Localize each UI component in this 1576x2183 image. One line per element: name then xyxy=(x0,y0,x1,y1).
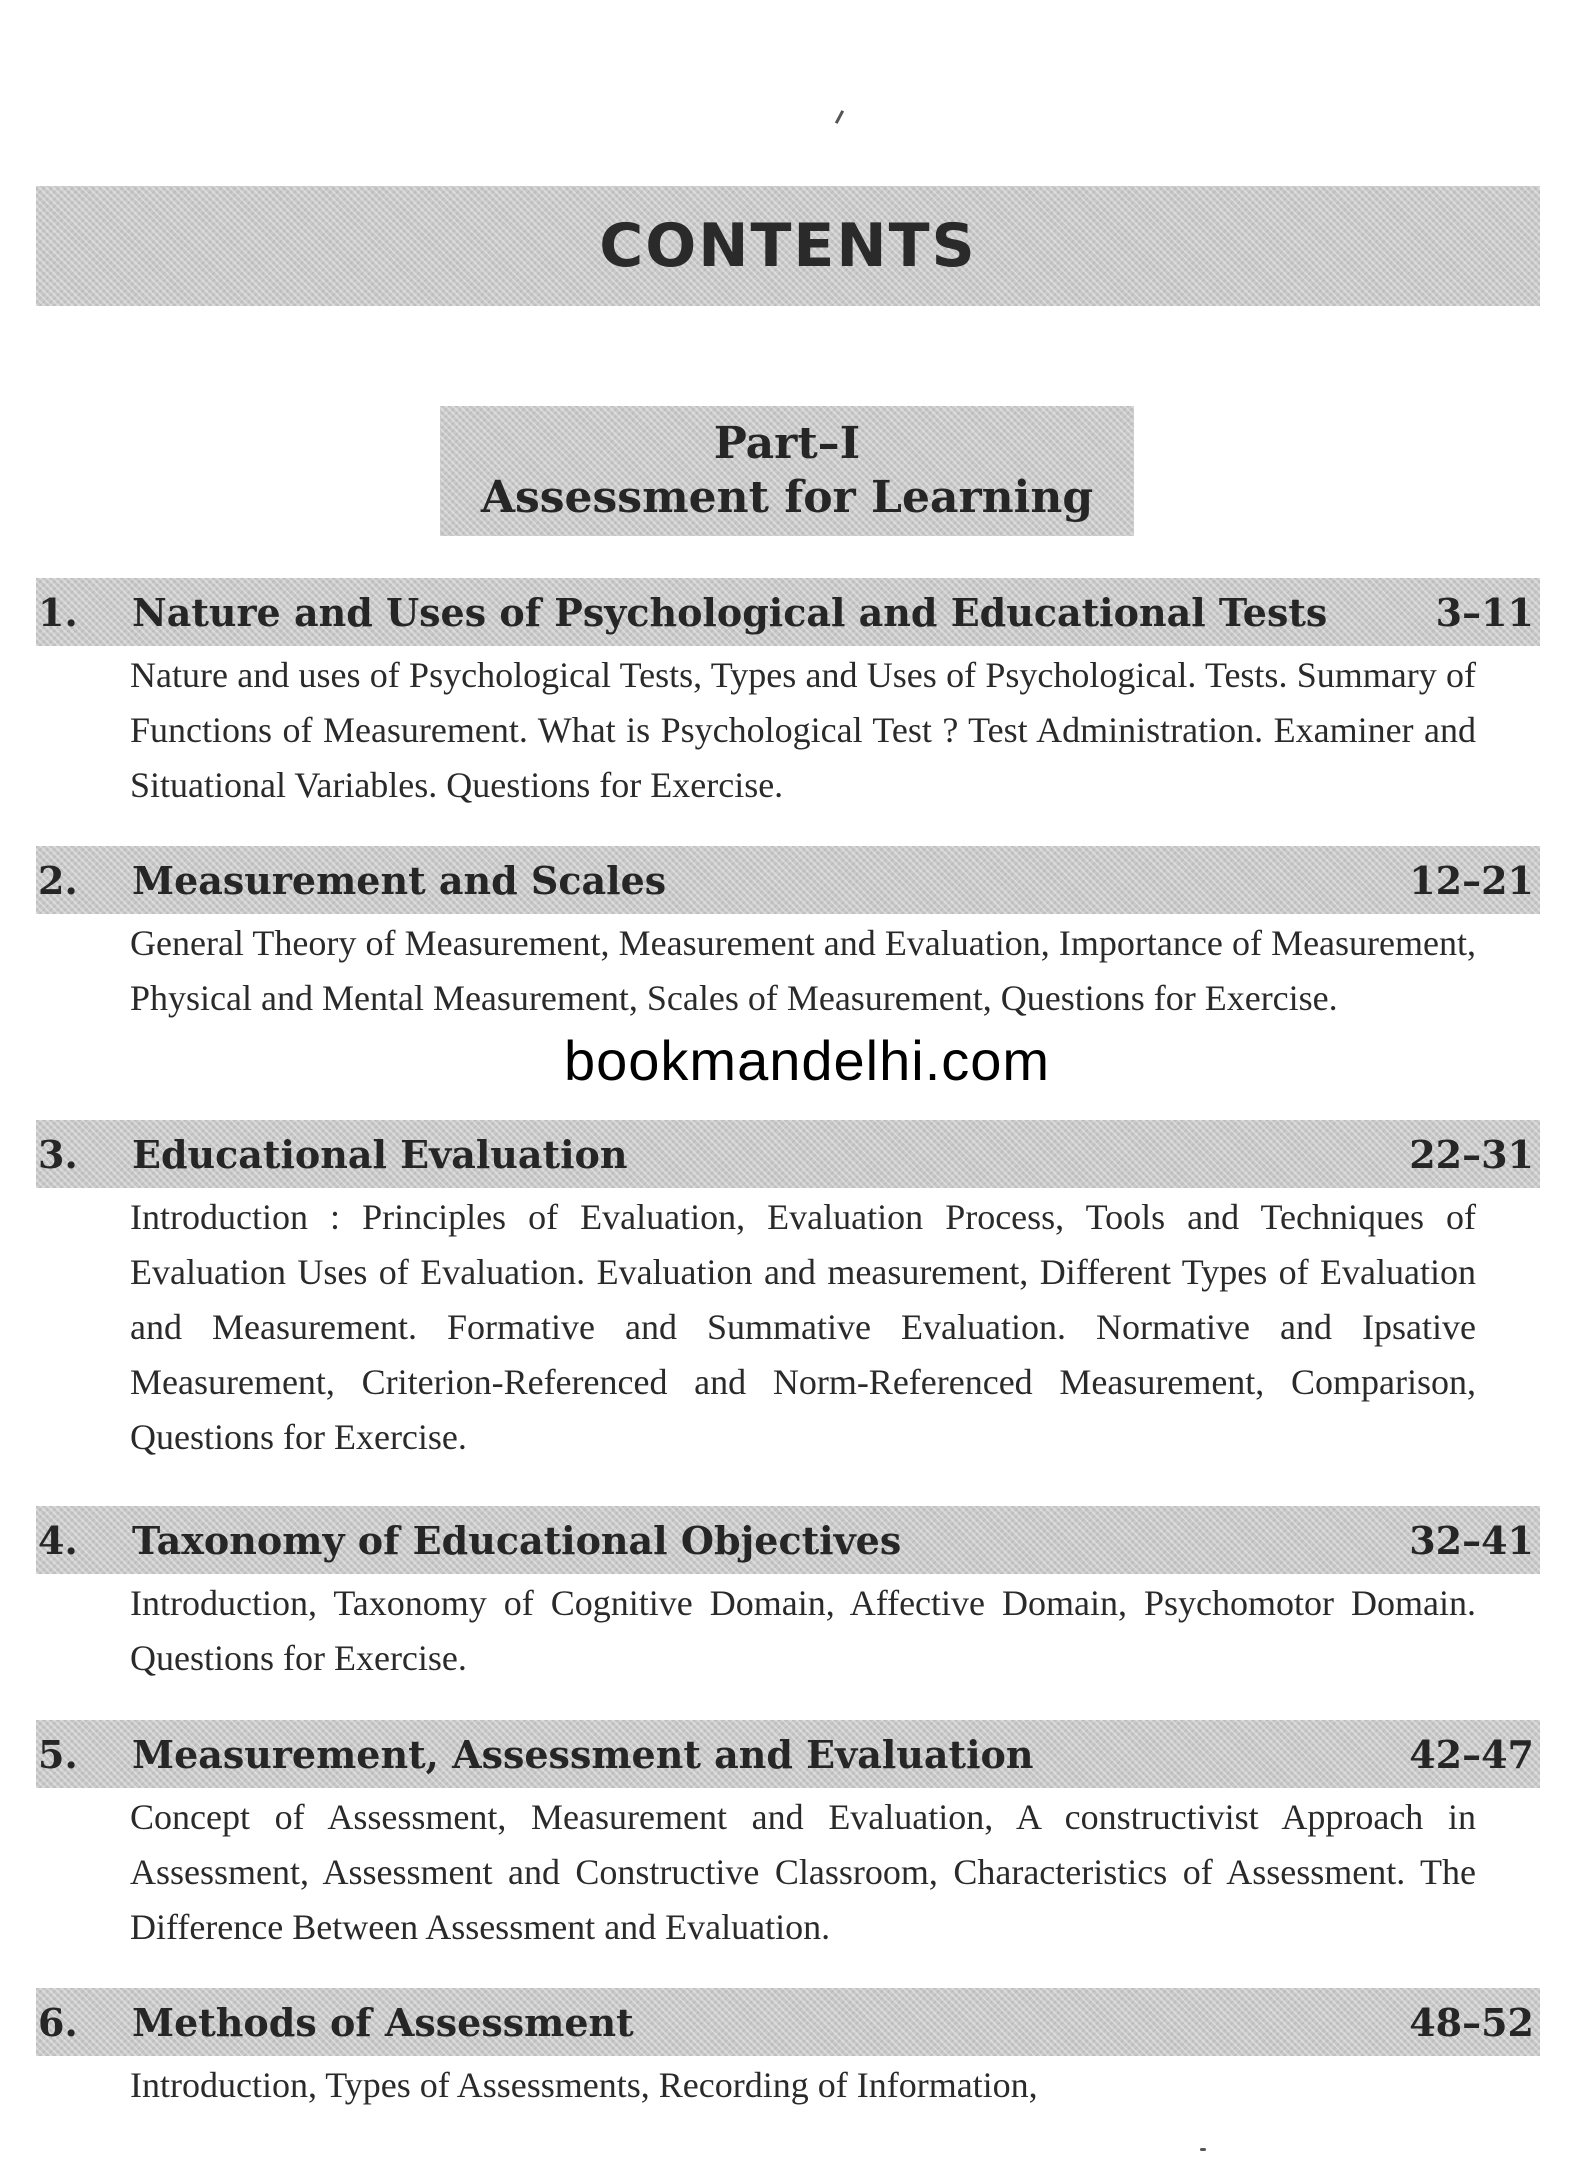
chapter-pages: 12–21 xyxy=(1409,857,1534,903)
chapter-title: Measurement and Scales xyxy=(132,857,667,903)
chapter-summary: General Theory of Measurement, Measurement and Evaluation, Importance of Measurement, Physical and Mental Measurement, Scales of Measurement, Questions for Exercise. xyxy=(130,923,1476,1018)
toc-entry-1 xyxy=(36,578,1540,813)
chapter-title: Nature and Uses of Psychological and Educational Tests xyxy=(132,589,1328,635)
chapter-number: 4. xyxy=(38,1517,78,1563)
part-heading-box xyxy=(440,406,1134,536)
page-title: CONTENTS xyxy=(599,211,977,281)
contents-header-band xyxy=(36,186,1540,306)
chapter-title: Measurement, Assessment and Evaluation xyxy=(132,1731,1034,1777)
toc-entry-5 xyxy=(36,1720,1540,1955)
part-number: Part–I xyxy=(713,418,861,469)
toc-entry-4 xyxy=(36,1506,1540,1686)
toc-entry-header[interactable] xyxy=(36,1720,1540,1788)
toc-entry-header[interactable] xyxy=(36,578,1540,646)
chapter-summary: Concept of Assessment, Measurement and Evaluation, A constructivist Approach in Assessment, Assessment and Constructive Classroom, Characteristics of Assessment. The Difference Between Assessment and Evaluation. xyxy=(130,1797,1476,1947)
chapter-number: 5. xyxy=(38,1731,78,1777)
chapter-number: 2. xyxy=(38,857,78,903)
chapter-pages: 22–31 xyxy=(1409,1131,1534,1177)
watermark-text: bookmandelhi.com xyxy=(564,1029,1051,1092)
chapter-title: Methods of Assessment xyxy=(132,1999,634,2045)
chapter-pages: 42–47 xyxy=(1409,1731,1534,1777)
chapter-number: 6. xyxy=(38,1999,78,2045)
part-title: Assessment for Learning xyxy=(480,472,1094,523)
toc-entry-header[interactable] xyxy=(36,1120,1540,1188)
toc-entry-3 xyxy=(36,1120,1540,1465)
chapter-summary: Introduction, Taxonomy of Cognitive Domain, Affective Domain, Psychomotor Domain. Questions for Exercise. xyxy=(130,1583,1476,1678)
toc-entry-2 xyxy=(36,846,1540,1026)
stray-pen-mark xyxy=(835,110,844,124)
toc-entry-header[interactable] xyxy=(36,846,1540,914)
chapter-summary: Introduction : Principles of Evaluation, Evaluation Process, Tools and Techniques of Evaluation Uses of Evaluation. Evaluation and measurement, Different Types of Evaluation and Measurement. Formative and Summative Evaluation. Normative and Ipsative Measurement, Criterion-Referenced and Norm-Referenced Measurement, Comparison, Questions for Exercise. xyxy=(130,1197,1476,1457)
chapter-number: 3. xyxy=(38,1131,78,1177)
chapter-pages: 3–11 xyxy=(1435,589,1534,635)
toc-entry-header[interactable] xyxy=(36,1988,1540,2056)
chapter-number: 1. xyxy=(38,589,78,635)
chapter-pages: 48–52 xyxy=(1409,1999,1534,2045)
stray-dot-mark xyxy=(1200,2148,1206,2151)
chapter-title: Taxonomy of Educational Objectives xyxy=(132,1517,902,1563)
toc-entry-header[interactable] xyxy=(36,1506,1540,1574)
chapter-summary: Introduction, Types of Assessments, Recording of Information, xyxy=(130,2065,1038,2105)
chapter-title: Educational Evaluation xyxy=(132,1131,628,1177)
toc-entry-6 xyxy=(36,1988,1540,2113)
chapter-summary: Nature and uses of Psychological Tests, Types and Uses of Psychological. Tests. Summary of Functions of Measurement. What is Psychological Test ? Test Administration. Examiner and Situational Variables. Questions for Exercise. xyxy=(130,655,1476,805)
chapter-pages: 32–41 xyxy=(1409,1517,1534,1563)
